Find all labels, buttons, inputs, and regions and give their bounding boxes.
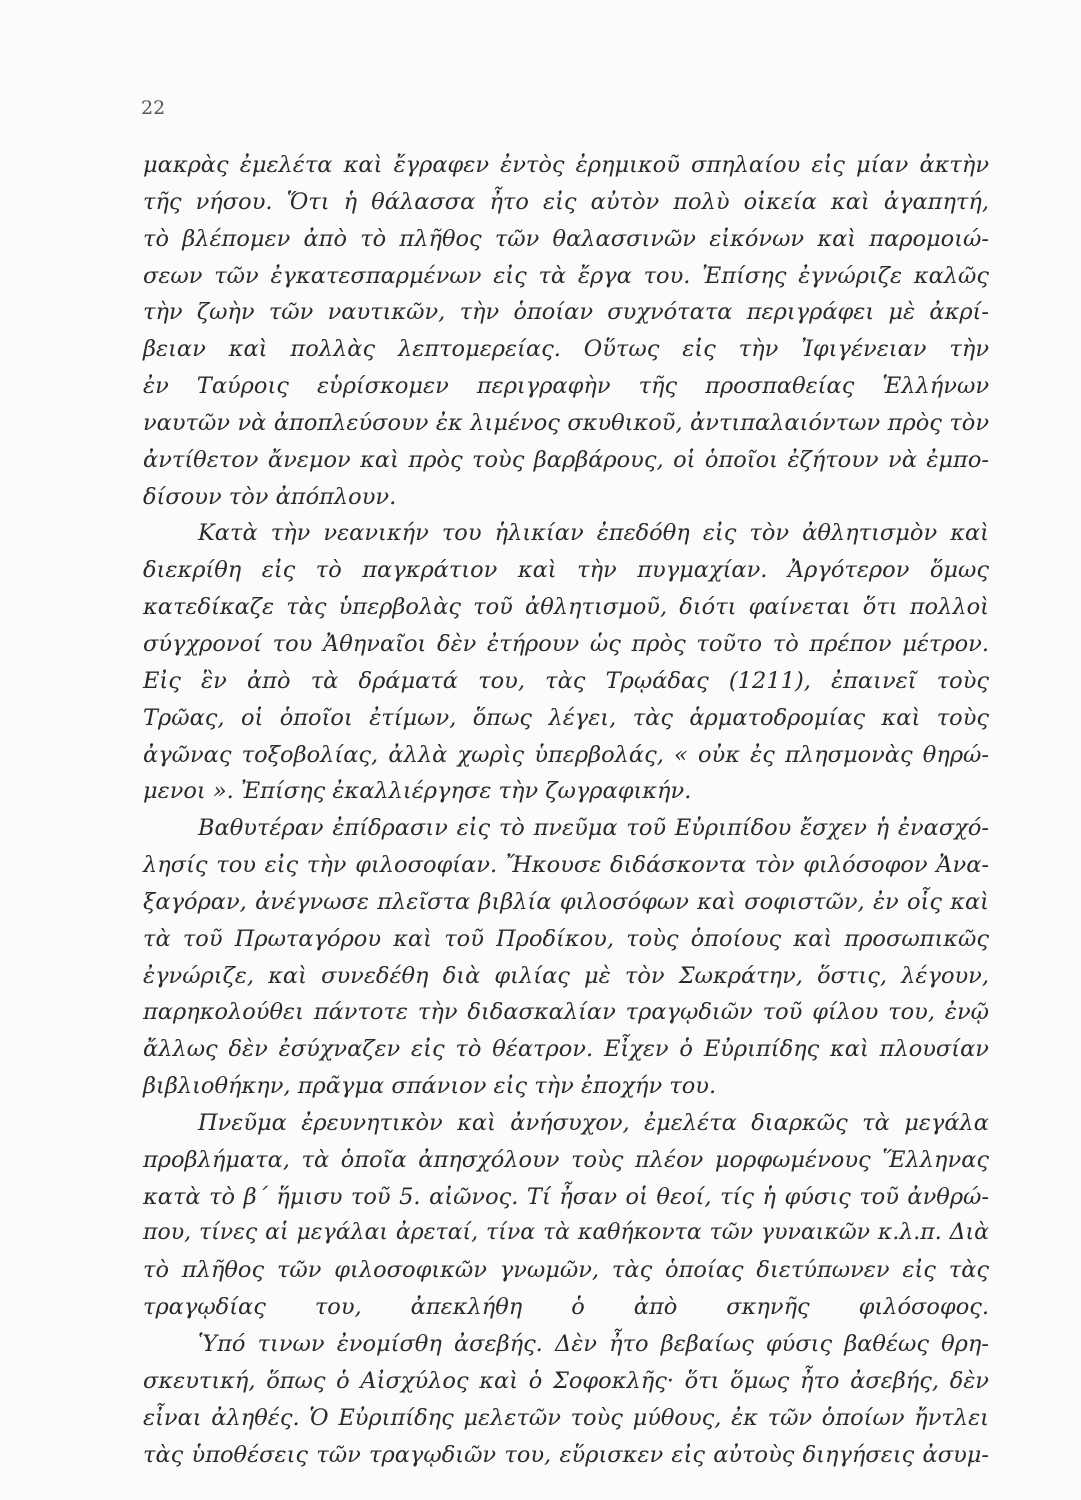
text-line: βιβλιοθήκην, πρᾶγμα σπάνιον εἰς τὴν ἐποχήν του. bbox=[143, 1073, 717, 1100]
paragraph-start-line: Πνεῦμα ἐρευνητικὸν καὶ ἀνήσυχον, ἐμελέτα διαρκῶς τὰ μεγάλα bbox=[198, 1109, 989, 1136]
text-line: μενοι ». Ἐπίσης ἐκαλλιέργησε τὴν ζωγραφικήν. bbox=[143, 778, 692, 805]
text-line: μακρὰς ἐμελέτα καὶ ἔγραφεν ἐντὸς ἐρημικοῦ σπηλαίου εἰς μίαν ἀκτὴν bbox=[143, 152, 989, 178]
text-line: παρηκολούθει πάντοτε τὴν διδασκαλίαν τραγῳδιῶν τοῦ φίλου του, ἐνῷ bbox=[143, 999, 989, 1026]
paragraph-start-line: Βαθυτέραν ἐπίδρασιν εἰς τὸ πνεῦμα τοῦ Εὐριπίδου ἔσχεν ἡ ἐνασχό- bbox=[198, 815, 989, 842]
text-line: ἐν Ταύροις εὑρίσκομεν περιγραφὴν τῆς προσπαθείας Ἑλλήνων bbox=[143, 373, 989, 400]
text-line: σκευτική, ὅπως ὁ Αἰσχύλος καὶ ὁ Σοφοκλῆς· ὅτι ὅμως ἦτο ἀσεβής, δὲν bbox=[143, 1367, 989, 1394]
text-line: κατεδίκαζε τὰς ὑπερβολὰς τοῦ ἀθλητισμοῦ, διότι φαίνεται ὅτι πολλοὶ bbox=[143, 594, 989, 621]
text-line: ἐγνώριζε, καὶ συνεδέθη διὰ φιλίας μὲ τὸν Σωκράτην, ὅστις, λέγουν, bbox=[143, 962, 989, 989]
text-line: ἄλλως δὲν ἐσύχναζεν εἰς τὸ θέατρον. Εἶχεν ὁ Εὐριπίδης καὶ πλουσίαν bbox=[143, 1036, 989, 1063]
text-line: διεκρίθη εἰς τὸ παγκράτιον καὶ τὴν πυγμαχίαν. Ἀργότερον ὅμως bbox=[143, 557, 989, 584]
text-line: ναυτῶν νὰ ἀποπλεύσουν ἐκ λιμένος σκυθικοῦ, ἀντιπαλαιόντων πρὸς τὸν bbox=[143, 409, 989, 436]
text-line: ἀντίθετον ἄνεμον καὶ πρὸς τοὺς βαρβάρους, οἱ ὁποῖοι ἐζήτουν νὰ ἐμπο- bbox=[143, 446, 989, 473]
paragraph-start-line: Κατὰ τὴν νεανικήν του ἡλικίαν ἐπεδόθη εἰς τὸν ἀθλητισμὸν καὶ bbox=[198, 520, 989, 547]
text-line: Τρῶας, οἱ ὁποῖοι ἐτίμων, ὅπως λέγει, τὰς ἁρματοδρομίας καὶ τοὺς bbox=[143, 704, 989, 731]
text-line: ἀγῶνας τοξοβολίας, ἀλλὰ χωρὶς ὑπερβολάς, « οὐκ ἐς πλησμονὰς θηρώ- bbox=[143, 741, 989, 768]
text-line: εἶναι ἀληθές. Ὁ Εὐριπίδης μελετῶν τοὺς μύθους, ἐκ τῶν ὁποίων ἤντλει bbox=[143, 1404, 989, 1431]
text-line: σύγχρονοί του Ἀθηναῖοι δὲν ἐτήρουν ὡς πρὸς τοῦτο τὸ πρέπον μέτρον. bbox=[143, 630, 989, 657]
text-line: τὰ τοῦ Πρωταγόρου καὶ τοῦ Προδίκου, τοὺς ὁποίους καὶ προσωπικῶς bbox=[143, 925, 989, 952]
text-line: που, τίνες αἱ μεγάλαι ἀρεταί, τίνα τὰ καθήκοντα τῶν γυναικῶν κ.λ.π. Διὰ bbox=[143, 1220, 989, 1246]
page-number: 22 bbox=[141, 97, 166, 119]
body-text bbox=[143, 147, 989, 1473]
text-line: τὸ βλέπομεν ἀπὸ τὸ πλῆθος τῶν θαλασσινῶν εἰκόνων καὶ παρομοιώ- bbox=[143, 225, 989, 252]
text-line: τὸ πλῆθος τῶν φιλοσοφικῶν γνωμῶν, τὰς ὁποίας διετύπωνεν εἰς τὰς bbox=[143, 1257, 989, 1284]
text-line: λησίς του εἰς τὴν φιλοσοφίαν. Ἤκουσε διδάσκοντα τὸν φιλόσοφον Ἀνα- bbox=[143, 852, 989, 879]
text-line: τὰς ὑποθέσεις τῶν τραγῳδιῶν του, εὕρισκεν εἰς αὐτοὺς διηγήσεις ἀσυμ- bbox=[143, 1441, 989, 1468]
text-line: προβλήματα, τὰ ὁποῖα ἀπησχόλουν τοὺς πλέον μορφωμένους Ἕλληνας bbox=[143, 1146, 989, 1173]
text-line: δίσουν τὸν ἀπόπλουν. bbox=[143, 483, 397, 510]
text-line: ξαγόραν, ἀνέγνωσε πλεῖστα βιβλία φιλοσόφων καὶ σοφιστῶν, ἐν οἷς καὶ bbox=[143, 888, 989, 915]
text-line: Εἰς ἓν ἀπὸ τὰ δράματά του, τὰς Τρῳάδας (1211), ἐπαινεῖ τοὺς bbox=[143, 667, 989, 694]
paragraph-start-line: Ὑπό τινων ἐνομίσθη ἀσεβής. Δὲν ἦτο βεβαίως φύσις βαθέως θρη- bbox=[198, 1331, 989, 1357]
text-line: βειαν καὶ πολλὰς λεπτομερείας. Οὕτως εἰς τὴν Ἰφιγένειαν τὴν bbox=[143, 336, 989, 363]
text-line: τραγῳδίας του, ἀπεκλήθη ὁ ἀπὸ σκηνῆς φιλόσοφος. bbox=[143, 1294, 989, 1321]
text-line: σεων τῶν ἐγκατεσπαρμένων εἰς τὰ ἔργα του. Ἐπίσης ἐγνώριζε καλῶς bbox=[143, 262, 989, 289]
text-line: τὴν ζωὴν τῶν ναυτικῶν, τὴν ὁποίαν συχνότατα περιγράφει μὲ ἀκρί- bbox=[143, 299, 989, 326]
text-line: κατὰ τὸ β΄ ἥμισυ τοῦ 5. αἰῶνος. Τί ἦσαν οἱ θεοί, τίς ἡ φύσις τοῦ ἀνθρώ- bbox=[143, 1183, 989, 1210]
text-line: τῆς νήσου. Ὅτι ἡ θάλασσα ἦτο εἰς αὐτὸν πολὺ οἰκεία καὶ ἀγαπητή, bbox=[143, 188, 989, 215]
